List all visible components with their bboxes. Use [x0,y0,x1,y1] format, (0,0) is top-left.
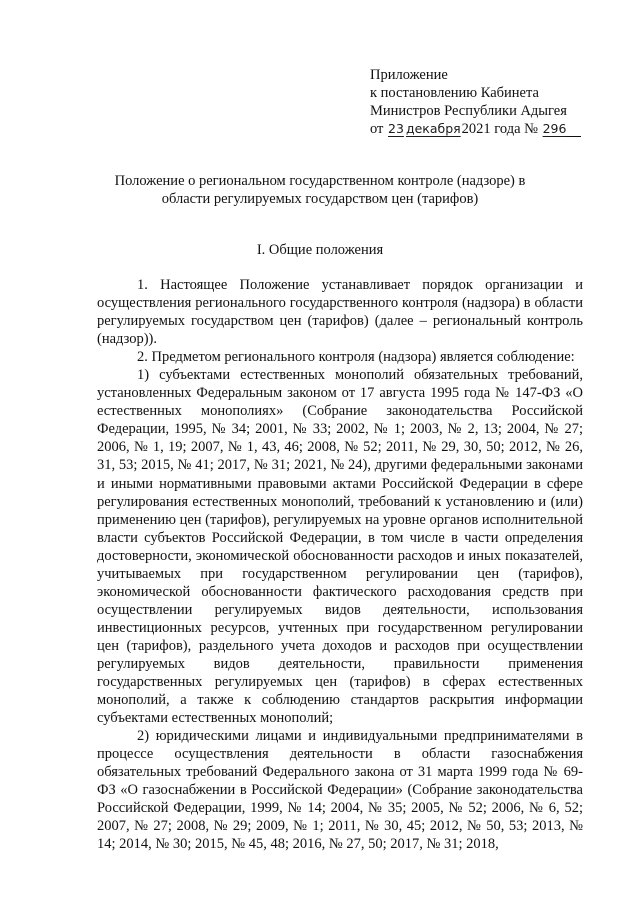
date-month: декабря [405,121,461,136]
title-line-2: области регулируемых государством цен (тарифов) [161,191,479,207]
date-year: 2021 года № [461,121,538,137]
date-day: 23 [388,121,404,136]
document-number: 296 [543,122,581,137]
date-prefix: от [370,121,384,137]
paragraph-1: 1. Настоящее Положение устанавливает порядок организации и осуществления регионального государственного контроля (надзора) в области регулируемых государством цен (тарифов) (далее – региональный контроль (надзор)). [97,277,583,348]
document-body [97,276,583,854]
appendix-label: Приложение [370,67,448,83]
appendix-issuer: Министров Республики Адыгея [370,103,567,119]
title-line-1: Положение о региональном государственном контроле (надзоре) в [114,173,526,189]
document-title [60,172,580,208]
section-heading: I. Общие положения [256,242,384,258]
paragraph-2: 2. Предметом регионального контроля (надзора) является соблюдение: [137,349,575,366]
appendix-date-line [370,120,620,138]
appendix-block [370,66,620,138]
paragraph-4: 2) юридическими лицами и индивидуальными предпринимателями в процессе осуществления деятельности в области газоснабжения обязательных требований Федерального закона от 31 марта 1999 года № 69-ФЗ «О газоснабжении в Российской Федерации» (Собрание законодательства Российской Федерации, 1999, № 14; 2004, № 35; 2005, № 52; 2006, № 6, 52; 2007, № 27; 2008, № 29; 2009, № 1; 2011, № 30, 45; 2012, № 50, 53; 2013, № 14; 2014, № 30; 2015, № 45, 48; 2016, № 27, 50; 2017, № 31; 2018, [97,728,583,853]
appendix-resolution: к постановлению Кабинета [370,85,539,101]
paragraph-3: 1) субъектами естественных монополий обязательных требований, установленных Федеральным законом от 17 августа 1995 года № 147-ФЗ «О естественных монополиях» (Собрание законодательства Российской Федерации, 1995, № 34; 2001, № 33; 2002, № 1; 2003, № 2, 13; 2004, № 27; 2006, № 1, 19; 2007, № 1, 43, 46; 2008, № 52; 2011, № 29, 30, 50; 2012, № 26, 31, 53; 2015, № 41; 2017, № 31; 2021, № 24), другими федеральными законами и иными нормативными правовыми актами Российской Федерации в сфере регулирования естественных монополий, требований к установлению и (или) применению цен (тарифов), регулируемых на уровне органов исполнительной власти субъектов Российской Федерации, в том числе в части определения достоверности, экономической обоснованности расходов и иных показателей, учитываемых при государственном регулировании цен (тарифов), экономической обоснованности фактического расходования средств при осуществлении регулируемых видов деятельности, использования инвестиционных ресурсов, учтенных при государственном регулировании цен (тарифов), раздельного учета доходов и расходов при осуществлении регулируемых видов деятельности, правильности применения государственных регулируемых цен (тарифов) в сферах естественных монополий, а также к соблюдению стандартов раскрытия информации субъектами естественных монополий; [97,367,583,727]
